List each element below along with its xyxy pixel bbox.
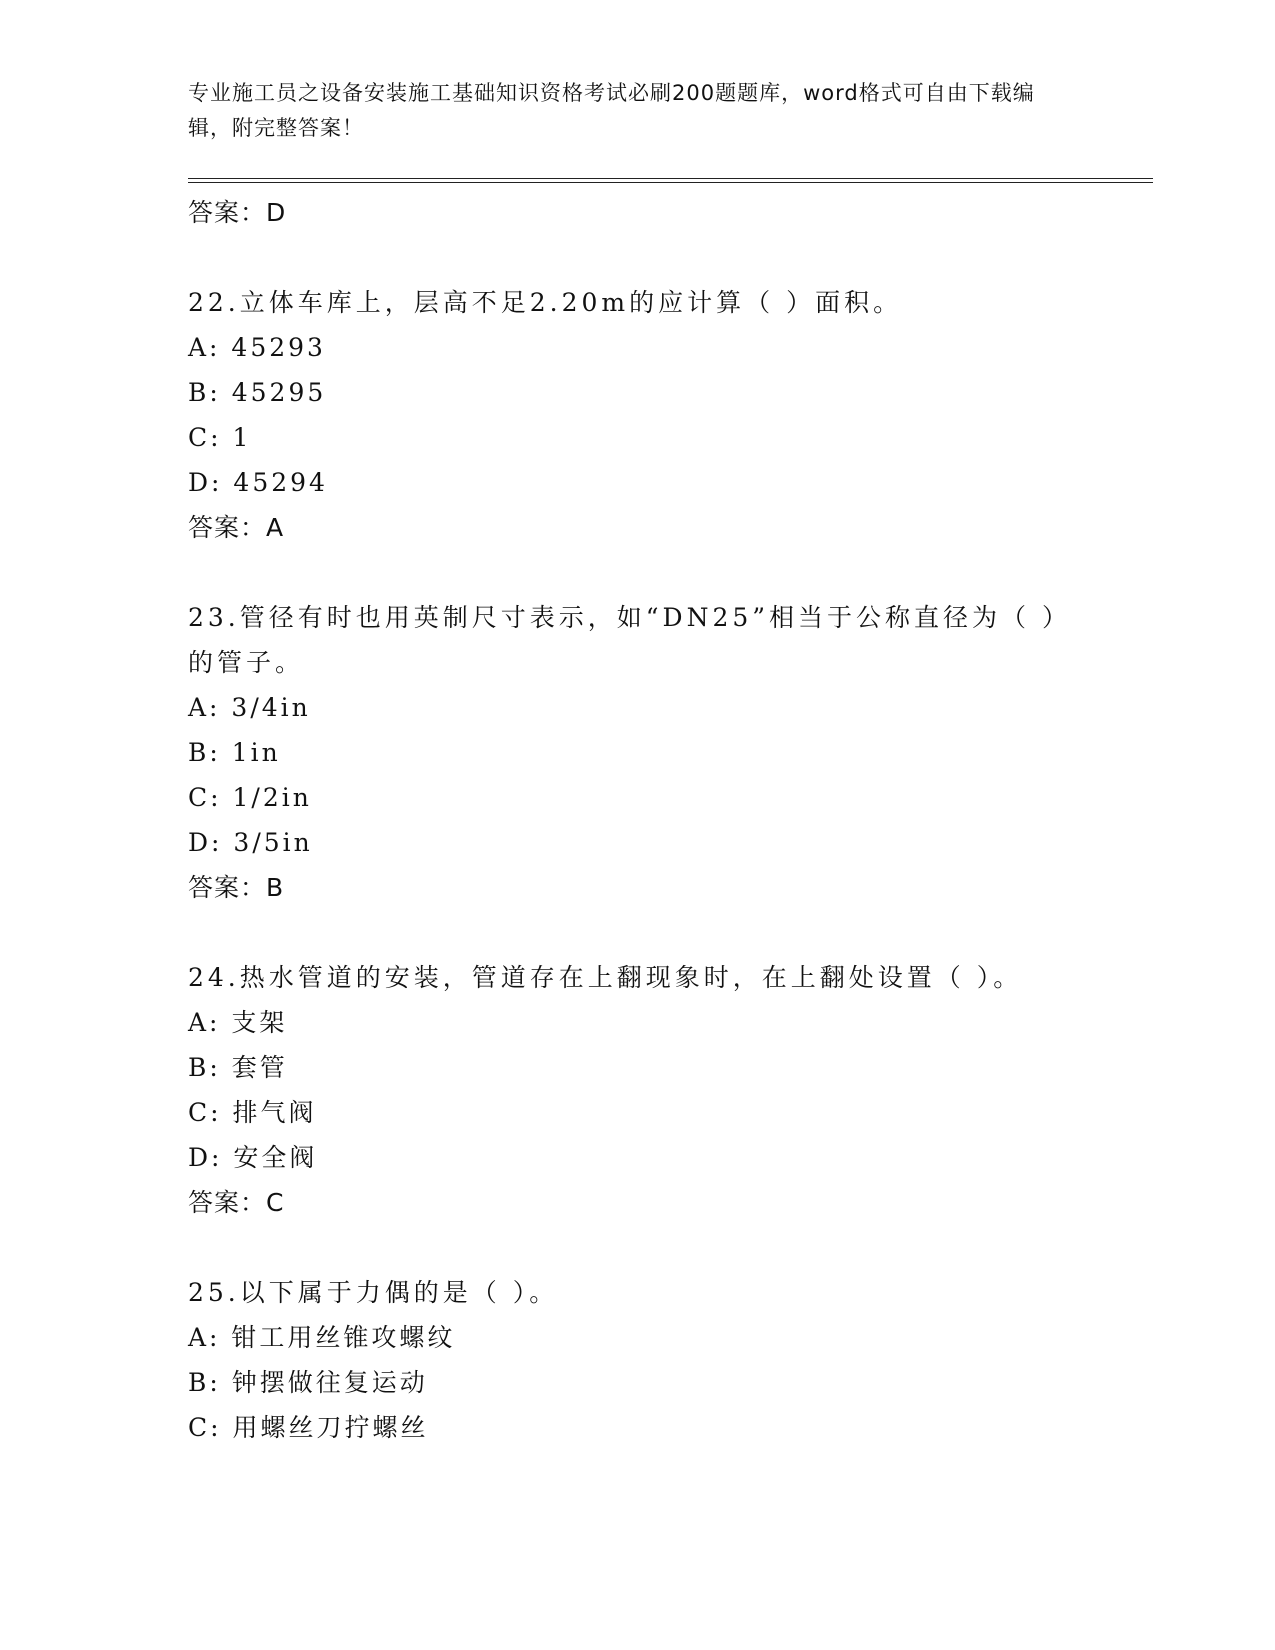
spacer	[188, 235, 1088, 280]
question-22	[188, 280, 1088, 550]
answer-line: 答案：B	[188, 873, 285, 902]
question-25	[188, 1270, 1088, 1450]
option-b: B: 45295	[188, 378, 327, 407]
answer-line: 答案：A	[188, 513, 285, 542]
option-a: A: 45293	[188, 333, 326, 362]
spacer	[188, 1225, 1088, 1270]
question-23	[188, 595, 1088, 910]
option-b: B: 钟摆做往复运动	[188, 1368, 428, 1397]
option-a: A: 3/4in	[188, 693, 311, 722]
question-stem: 24.热水管道的安装，管道存在上翻现象时，在上翻处设置（ ）。	[188, 963, 1023, 992]
option-d: D: 45294	[188, 468, 328, 497]
spacer	[188, 910, 1088, 955]
question-stem: 25.以下属于力偶的是（ ）。	[188, 1278, 559, 1307]
header-divider-bottom	[188, 182, 1153, 183]
option-d: D: 3/5in	[188, 828, 313, 857]
option-b: B: 套管	[188, 1053, 288, 1082]
document-header-title: 专业施工员之设备安装施工基础知识资格考试必刷200题题库，word格式可自由下载编辑，附完整答案！	[188, 81, 1035, 140]
answer-line-q21: 答案：D	[188, 198, 287, 227]
option-a: A: 支架	[188, 1008, 288, 1037]
option-d: D: 安全阀	[188, 1143, 318, 1172]
question-list	[188, 190, 1088, 1450]
option-b: B: 1in	[188, 738, 281, 767]
answer-line: 答案：C	[188, 1188, 285, 1217]
question-24	[188, 955, 1088, 1225]
header-divider-top	[188, 178, 1153, 179]
question-stem: 23.管径有时也用英制尺寸表示，如“DN25”相当于公称直径为（ ）的管子。	[188, 603, 1071, 677]
option-c: C: 1	[188, 423, 252, 452]
question-stem: 22.立体车库上，层高不足2.20m的应计算（ ）面积。	[188, 288, 903, 317]
option-a: A: 钳工用丝锥攻螺纹	[188, 1323, 456, 1352]
option-c: C: 排气阀	[188, 1098, 317, 1127]
option-c: C: 用螺丝刀拧螺丝	[188, 1413, 429, 1442]
spacer	[188, 550, 1088, 595]
option-c: C: 1/2in	[188, 783, 312, 812]
